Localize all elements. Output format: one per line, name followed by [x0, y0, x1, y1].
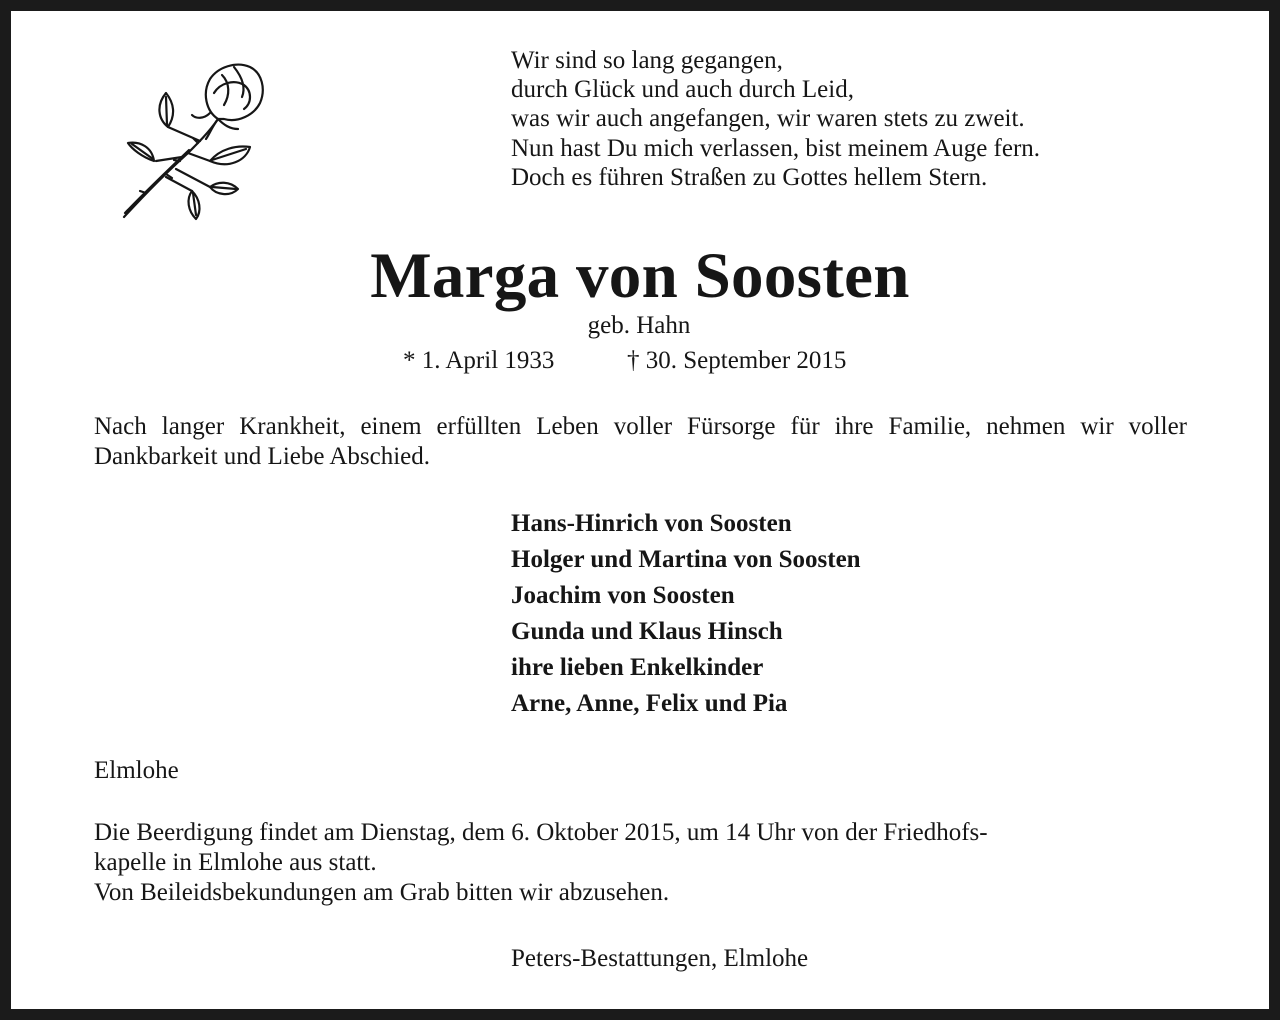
funeral-announcement-line: Die Beerdigung findet am Dienstag, dem 6. Oktober 2015, um 14 Uhr von der Friedhofs-: [94, 819, 988, 846]
poem-line: Doch es führen Straßen zu Gottes hellem Stern.: [511, 163, 988, 191]
birth-date: * 1. April 1933: [403, 347, 555, 374]
undertaker: Peters-Bestattungen, Elmlohe: [511, 945, 809, 972]
rose-icon: [106, 53, 286, 233]
mourner-entry: ihre lieben Enkelkinder: [511, 654, 764, 681]
poem-line: durch Glück und auch durch Leid,: [511, 76, 854, 104]
poem: [511, 46, 1040, 192]
mourner-entry: Holger und Martina von Soosten: [511, 546, 861, 573]
condolence-note: Von Beileidsbekundungen am Grab bitten wir abzusehen.: [94, 879, 670, 906]
funeral-announcement-line: kapelle in Elmlohe aus statt.: [94, 849, 377, 876]
maiden-name: geb. Hahn: [587, 312, 691, 339]
poem-line: was wir auch angefangen, wir waren stets zu zweit.: [511, 105, 1025, 133]
mourner-entry: Arne, Anne, Felix und Pia: [511, 690, 788, 717]
poem-line: Nun hast Du mich verlassen, bist meinem Auge fern.: [511, 134, 1041, 162]
place: Elmlohe: [94, 757, 179, 784]
poem-line: Wir sind so lang gegangen,: [511, 47, 783, 74]
mourner-entry: Gunda und Klaus Hinsch: [511, 618, 783, 645]
intro-text: Nach langer Krankheit, einem erfüllten Leben voller Fürsorge für ihre Familie, nehmen wir voller Dankbarkeit und Liebe Abschied.: [94, 413, 1187, 470]
deceased-name: Marga von Soosten: [370, 240, 910, 312]
mourner-entry: Joachim von Soosten: [511, 582, 735, 609]
death-date: † 30. September 2015: [627, 347, 847, 374]
mourner-entry: Hans-Hinrich von Soosten: [511, 510, 792, 537]
funeral-info: [94, 818, 1187, 908]
mourners-list: [511, 506, 861, 722]
